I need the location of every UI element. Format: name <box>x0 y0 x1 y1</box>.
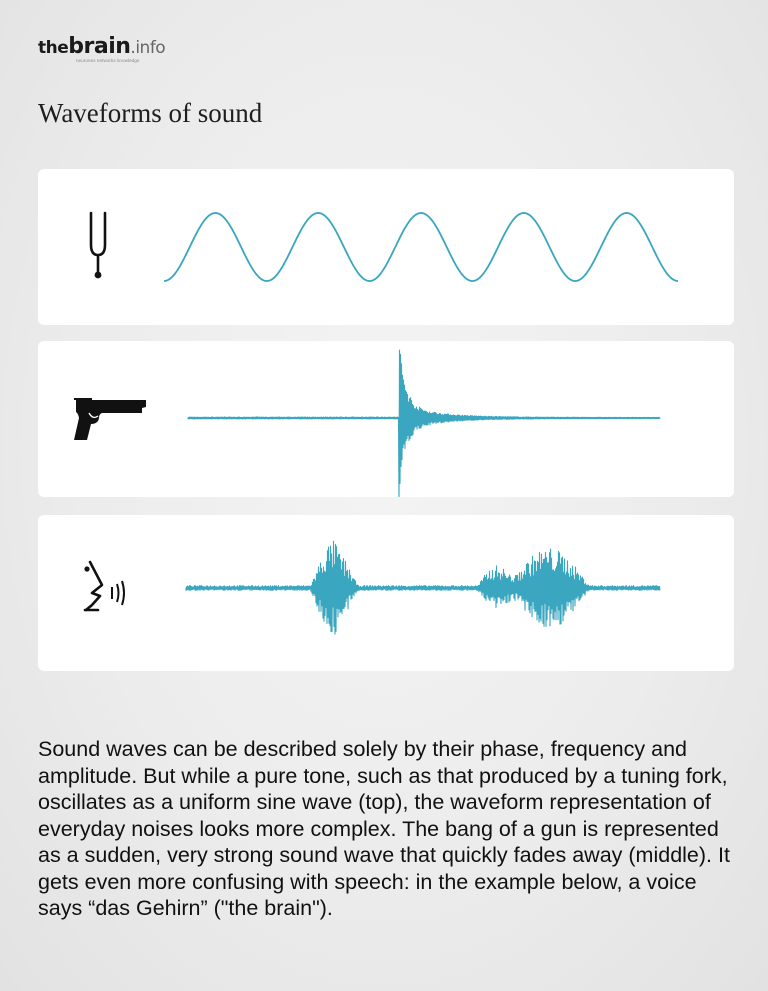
caption-text: Sound waves can be described solely by their phase, frequency and amplitude. But while a pure tone, such as that produced by a tuning fork, oscillates as a uniform sine wave (top), the waveform representation of everyday noises looks more complex. The bang of a gun is represented as a sudden, very strong sound wave that quickly fades away (middle). It gets even more confusing with speech: in the example below, a voice says “das Gehirn” ("the brain"). <box>38 737 730 920</box>
site-logo[interactable] <box>38 36 198 68</box>
panel-tuning-fork <box>38 169 734 325</box>
sine-waveform <box>38 169 734 325</box>
logo-wordmark <box>38 36 165 58</box>
gunshot-wave-line <box>188 350 660 497</box>
panel-gun <box>38 341 734 497</box>
logo-tagline: neurones networks knowledge <box>76 58 140 63</box>
page-title: Waveforms of sound <box>38 98 263 128</box>
speech-wave-line <box>186 541 660 634</box>
sine-wave-line <box>164 213 678 281</box>
panel-voice <box>38 515 734 671</box>
logo-part-info: .info <box>130 38 166 58</box>
gunshot-waveform <box>38 341 734 497</box>
speech-waveform <box>38 515 734 671</box>
logo-part-the: the <box>38 38 69 58</box>
logo-part-brain: brain <box>68 34 131 59</box>
